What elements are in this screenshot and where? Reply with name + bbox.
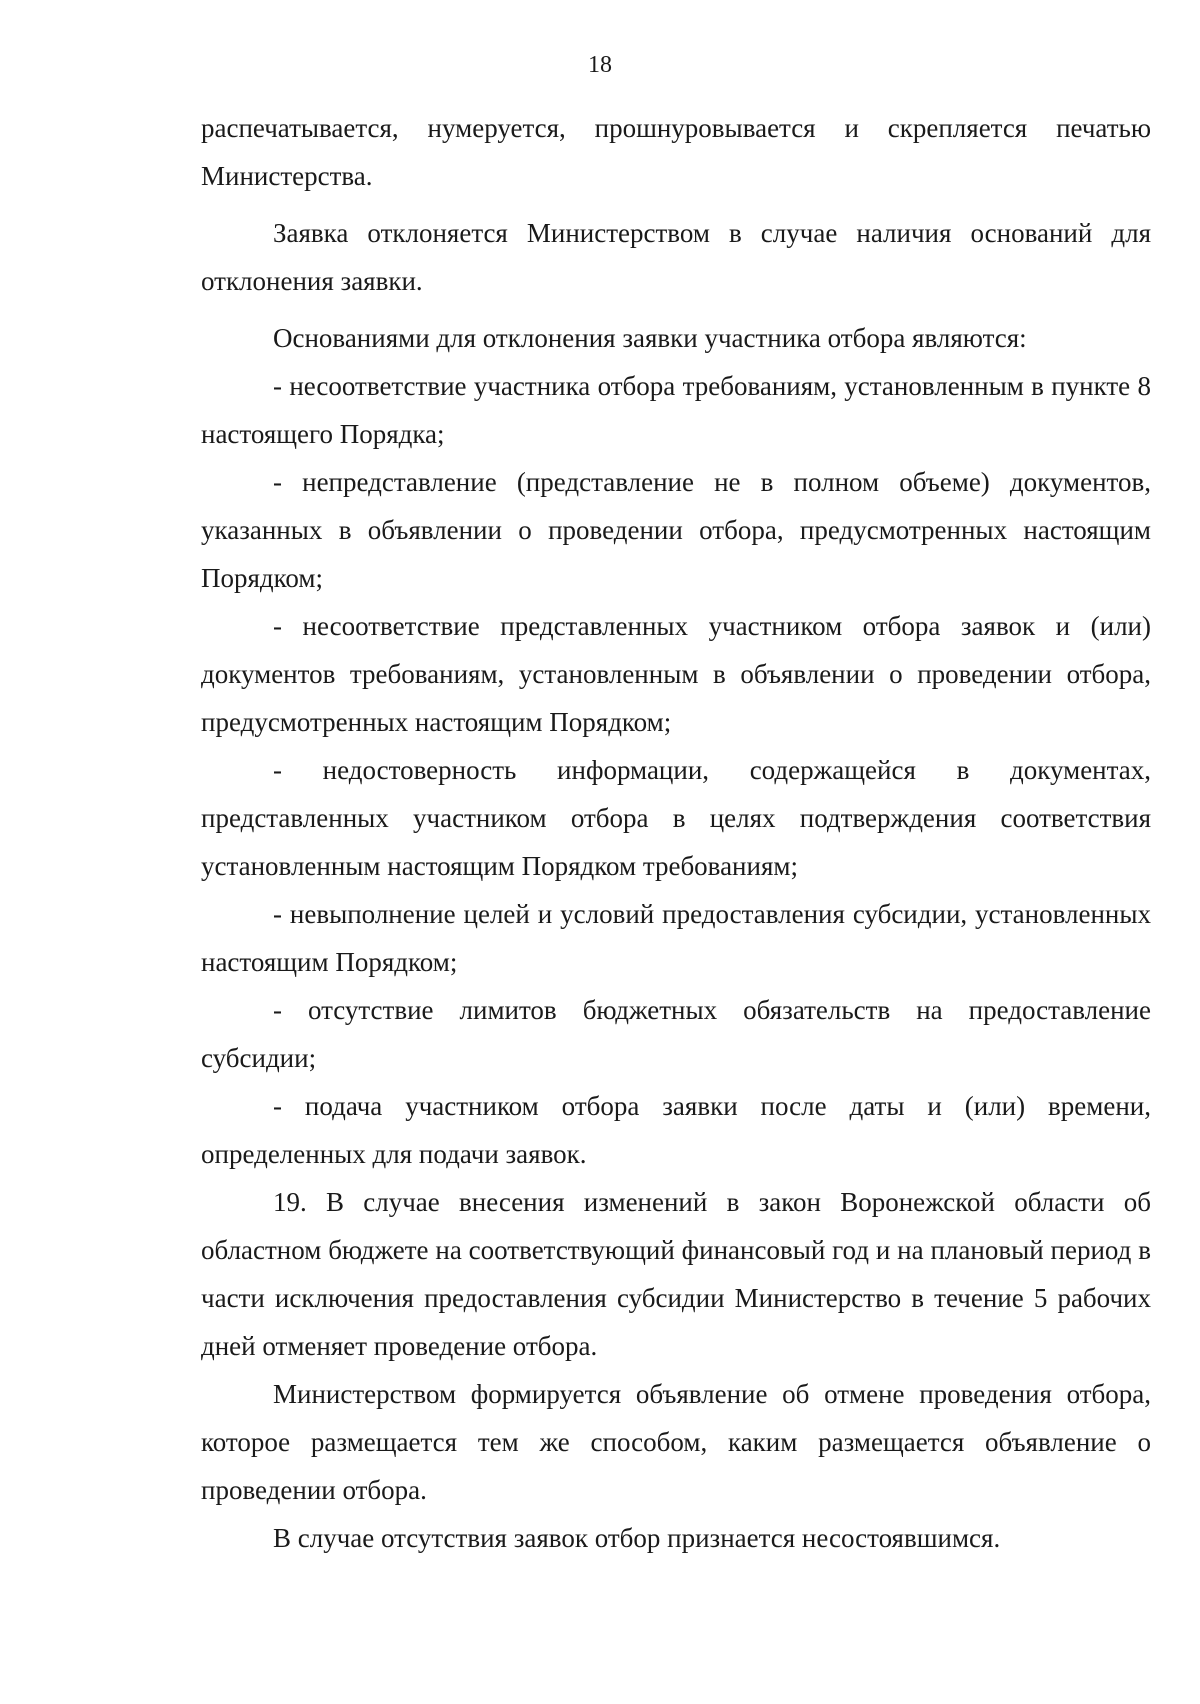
list-item-ground-4: - недостоверность информации, содержащейся в документах, представленных участником отбора в целях подтверждения соответствия установленным настоящим Порядком требованиям; xyxy=(201,755,1151,881)
paragraph-section-19: 19. В случае внесения изменений в закон Воронежской области об областном бюджете на соответствующий финансовый год и на плановый период в части исключения предоставления субсидии Министерство в течение 5 рабочих дней отменяет проведение отбора. xyxy=(201,1187,1151,1361)
page-number: 18 xyxy=(588,52,612,78)
paragraph-rejection: Заявка отклоняется Министерством в случае наличия оснований для отклонения заявки. xyxy=(201,218,1151,296)
list-item-ground-3: - несоответствие представленных участником отбора заявок и (или) документов требованиям, установленным в объявлении о проведении отбора, предусмотренных настоящим Порядком; xyxy=(201,611,1151,737)
paragraph-no-applications: В случае отсутствия заявок отбор признается несостоявшимся. xyxy=(273,1523,1001,1553)
list-item-ground-2: - непредставление (представление не в полном объеме) документов, указанных в объявлении о проведении отбора, предусмотренных настоящим Порядком; xyxy=(201,467,1151,593)
list-item-ground-7: - подача участником отбора заявки после даты и (или) времени, определенных для подачи заявок. xyxy=(201,1091,1151,1169)
list-item-ground-5: - невыполнение целей и условий предоставления субсидии, установленных настоящим Порядком; xyxy=(201,899,1151,977)
paragraph-continuation: распечатывается, нумеруется, прошнуровывается и скрепляется печатью Министерства. xyxy=(201,113,1151,191)
document-body xyxy=(201,104,1151,1562)
list-item-ground-6: - отсутствие лимитов бюджетных обязательств на предоставление субсидии; xyxy=(201,995,1151,1073)
paragraph-cancellation-notice: Министерством формируется объявление об отмене проведения отбора, которое размещается тем же способом, каким размещается объявление о проведении отбора. xyxy=(201,1379,1151,1505)
paragraph-grounds-intro: Основаниями для отклонения заявки участника отбора являются: xyxy=(273,323,1027,353)
list-item-ground-1: - несоответствие участника отбора требованиям, установленным в пункте 8 настоящего Порядка; xyxy=(201,371,1151,449)
